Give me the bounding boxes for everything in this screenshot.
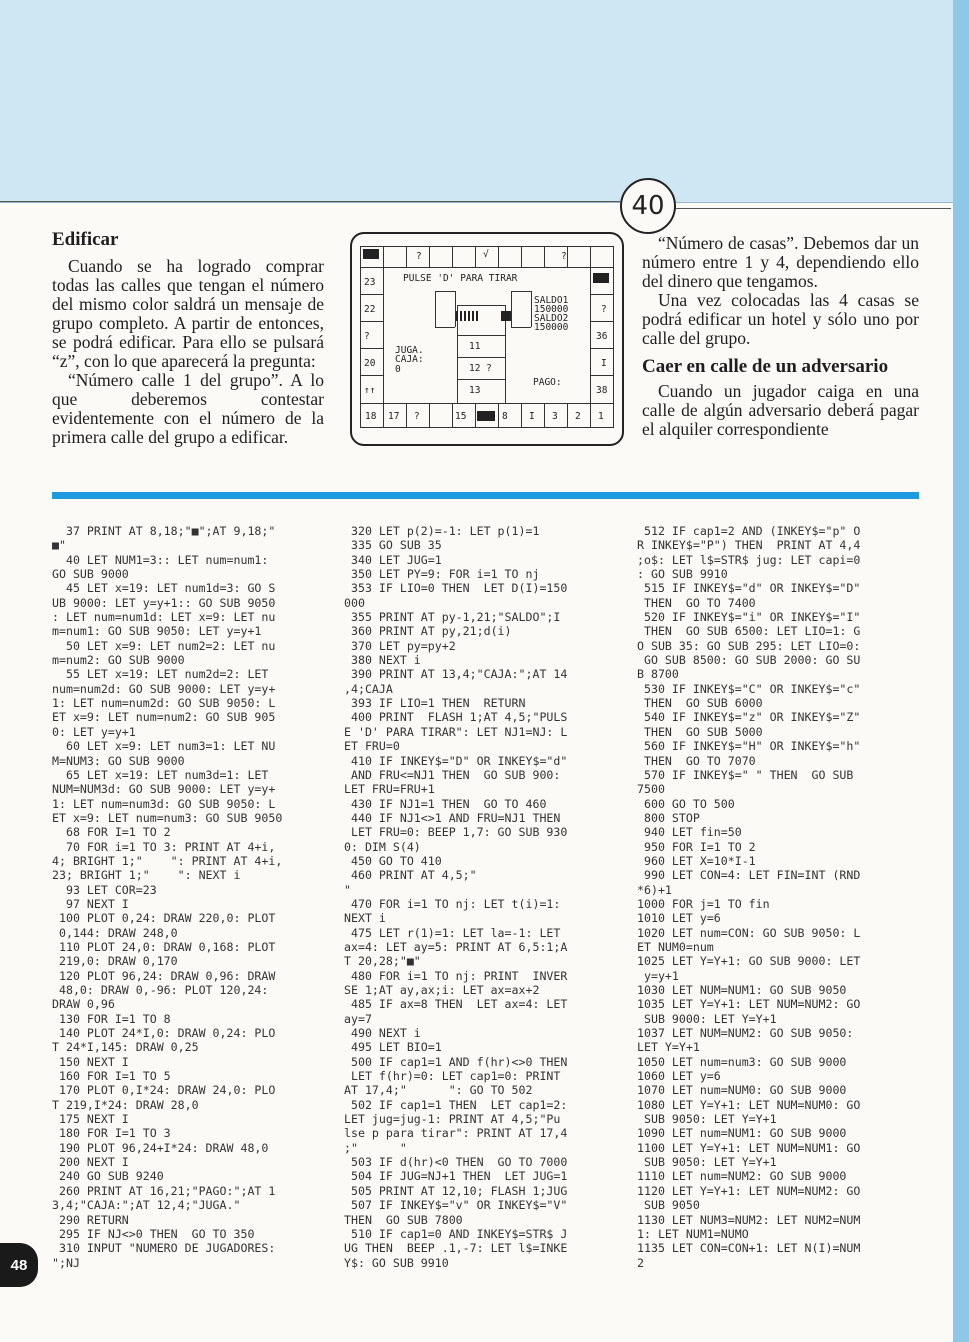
board-bottom-label: 15: [455, 411, 467, 422]
page-number: 48: [0, 1243, 38, 1287]
board-left-label: 22: [364, 304, 376, 315]
header-rule-left: [0, 201, 620, 202]
board-cell: 11: [469, 341, 481, 352]
code-listing-column-3: 512 IF cap1=2 AND (INKEY$="p" O R INKEY$="P") THEN PRINT AT 4,4 ;o$: LET l$=STR$ jug: LET capi=0 : GO SUB 9910 515 IF INKEY$="d" OR INKEY$="D" THEN GO TO 7400 520 IF INKEY$="i" OR INKEY$="I" THEN GO SUB 6500: LET LIO=1: G O SUB 35: GO SUB 295: LET LIO=0: GO SUB 8500: GO SUB 2000: GO SU B 8700 530 IF INKEY$="C" OR INKEY$="c" THEN GO SUB 6000 540 IF INKEY$="z" OR INKEY$="Z" THEN GO SUB 5000 560 IF INKEY$="H" OR INKEY$="h" THEN GO TO 7070 570 IF INKEY$=" " THEN GO SUB 7500 600 GO TO 500 800 STOP 940 LET fin=50 950 FOR I=1 TO 2 960 LET X=10*I-1 990 LET CON=4: LET FIN=INT (RND *6)+1 1000 FOR j=1 TO fin 1010 LET y=6 1020 LET num=CON: GO SUB 9050: L ET NUM0=num 1025 LET Y=Y+1: GO SUB 9000: LET y=y+1 1030 LET NUM=NUM1: GO SUB 9050 1035 LET Y=Y+1: LET NUM=NUM2: GO SUB 9000: LET Y=Y+1 1037 LET NUM=NUM2: GO SUB 9050: LET Y=Y+1 1050 LET num=num3: GO SUB 9000 1060 LET y=6 1070 LET num=NUM0: GO SUB 9000 1080 LET Y=Y+1: LET NUM=NUM0: GO SUB 9050: LET Y=Y+1 1090 LET num=NUM1: GO SUB 9000 1100 LET Y=Y+1: LET NUM=NUM1: GO SUB 9050: LET Y=Y+1 1110 LET num=NUM2: GO SUB 9000 1120 LET Y=Y+1: LET NUM=NUM2: GO SUB 9050 1130 LET NUM3=NUM2: LET NUM2=NUM 1: LET NUM1=NUMO 1135 LET CON=CON+1: LET N(I)=NUM 2: [637, 524, 861, 1270]
paragraph: “Número calle 1 del grupo”. A lo que deberemos contestar evidentemente con el número de la primera calle del grupo a edificar.: [52, 370, 324, 447]
paragraph: Una vez colocadas las 4 casas se podrá edificar un hotel y sólo uno por calle del grupo.: [642, 290, 919, 348]
board-cell: 13: [469, 385, 481, 396]
board-left-label: 20: [364, 358, 376, 369]
board-right-label: I: [601, 358, 607, 369]
board-bottom-label: 2: [575, 411, 581, 422]
board-right-label: ?: [601, 304, 607, 315]
board-bottom-label: 18: [365, 411, 377, 422]
board-top-mark: ?: [416, 251, 422, 262]
game-board: [360, 246, 614, 428]
saldo1-label: SALDO1: [534, 295, 569, 306]
left-text-column: [52, 230, 324, 447]
paragraph: Cuando un jugador caiga en una calle de algún adversario deberá pagar el alquiler correspondiente: [642, 381, 919, 439]
saldo1-value: 150000: [534, 304, 569, 315]
board-top-mark: √: [483, 249, 489, 260]
board-left-label: ?: [364, 331, 370, 342]
section-heading-adversario: Caer en calle de un adversario: [642, 356, 889, 377]
paragraph: “Número de casas”. Debemos dar un número entre 1 y 4, dependiendo ello del dinero que tengamos.: [642, 233, 919, 291]
section-heading-edificar: Edificar: [52, 229, 119, 250]
code-listing-column-1: 37 PRINT AT 8,18;"■";AT 9,18;" ■" 40 LET NUM1=3:: LET num=num1: GO SUB 9000 45 LET x=19: LET num1d=3: GO S UB 9000: LET y=y+1:: GO SUB 9050 : LET num=num1d: LET x=9: LET nu m=num1: GO SUB 9050: LET y=y+1 50 LET x=9: LET num2=2: LET nu m=num2: GO SUB 9000 55 LET x=19: LET num2d=2: LET num=num2d: GO SUB 9000: LET y=y+ 1: LET num=num2d: GO SUB 9050: L ET x=9: LET num=num2: GO SUB 905 0: LET y=y+1 60 LET x=9: LET num3=1: LET NU M=NUM3: GO SUB 9000 65 LET x=19: LET num3d=1: LET NUM=NUM3d: GO SUB 9000: LET y=y+ 1: LET num=num3d: GO SUB 9050: L ET x=9: LET num=num3: GO SUB 9050 68 FOR I=1 TO 2 70 FOR i=1 TO 3: PRINT AT 4+i, 4; BRIGHT 1;" ": PRINT AT 4+i, 23; BRIGHT 1;" ": NEXT i 93 LET COR=23 97 NEXT I 100 PLOT 0,24: DRAW 220,0: PLOT 0,144: DRAW 248,0 110 PLOT 24,0: DRAW 0,168: PLOT 219,0: DRAW 0,170 120 PLOT 96,24: DRAW 0,96: DRAW 48,0: DRAW 0,-96: PLOT 120,24: DRAW 0,96 130 FOR I=1 TO 8 140 PLOT 24*I,0: DRAW 0,24: PLO T 24*I,145: DRAW 0,25 150 NEXT I 160 FOR I=1 TO 5 170 PLOT 0,I*24: DRAW 24,0: PLO T 219,I*24: DRAW 28,0 175 NEXT I 180 FOR I=1 TO 3 190 PLOT 96,24+I*24: DRAW 48,0 200 NEXT I 240 GO SUB 9240 260 PRINT AT 16,21;"PAGO:";AT 1 3,4;"CAJA:";AT 12,4;"JUGA." 290 RETURN 295 IF NJ<>0 THEN GO TO 350 310 INPUT "NUMERO DE JUGADORES: ";NJ: [52, 524, 283, 1270]
board-left-label: ↑↑: [364, 385, 376, 396]
board-prompt: PULSE 'D' PARA TIRAR: [403, 273, 518, 284]
board-bottom-label: I: [529, 411, 535, 422]
juga-label: JUGA.: [395, 345, 424, 356]
board-bottom-label: ?: [414, 411, 420, 422]
saldo2-value: 150000: [534, 322, 569, 333]
section-divider: [52, 492, 919, 499]
board-bottom-label: 17: [388, 411, 400, 422]
board-bottom-label: 1: [598, 411, 604, 422]
board-right-label: 38: [596, 385, 608, 396]
caja-value: 0: [395, 364, 401, 375]
board-bottom-label: 8: [502, 411, 508, 422]
board-right-label: 36: [596, 331, 608, 342]
paragraph: Cuando se ha logrado comprar todas las calles que tengan el número del mismo color saldrá un mensaje de grupo completo. A partir de entonces, se podrá edificar. Para ello se pulsará “z”, con lo que aparecerá la pregunta:: [52, 256, 324, 371]
saldo2-label: SALDO2: [534, 313, 569, 324]
game-screen-illustration: [350, 232, 624, 446]
top-color-band: [0, 0, 969, 203]
board-cell: 12 ?: [469, 363, 492, 374]
pago-label: PAGO:: [533, 377, 562, 388]
caja-label: CAJA:: [395, 354, 424, 365]
board-bottom-label: 3: [552, 411, 558, 422]
right-text-column: [642, 234, 919, 439]
chapter-badge: 40: [620, 178, 676, 234]
code-listing-column-2: 320 LET p(2)=-1: LET p(1)=1 335 GO SUB 35 340 LET JUG=1 350 LET PY=9: FOR i=1 TO nj 353 IF LIO=0 THEN LET D(I)=150 000 355 PRINT AT py-1,21;"SALDO";I 360 PRINT AT py,21;d(i) 370 LET py=py+2 380 NEXT i 390 PRINT AT 13,4;"CAJA:";AT 14 ,4;CAJA 393 IF LIO=1 THEN RETURN 400 PRINT FLASH 1;AT 4,5;"PULS E 'D' PARA TIRAR": LET NJ1=NJ: L ET FRU=0 410 IF INKEY$="D" OR INKEY$="d" AND FRU<=NJ1 THEN GO SUB 900: LET FRU=FRU+1 430 IF NJ1=1 THEN GO TO 460 440 IF NJ1<>1 AND FRU=NJ1 THEN LET FRU=0: BEEP 1,7: GO SUB 930 0: DIM S(4) 450 GO TO 410 460 PRINT AT 4,5;" " 470 FOR i=1 TO nj: LET t(i)=1: NEXT i 475 LET r(1)=1: LET la=-1: LET ax=4: LET ay=5: PRINT AT 6,5:1;A T 20,28;"■" 480 FOR i=1 TO nj: PRINT INVER SE 1;AT ay,ax;i: LET ax=ax+2 485 IF ax=8 THEN LET ax=4: LET ay=7 490 NEXT i 495 LET BIO=1 500 IF cap1=1 AND f(hr)<>0 THEN LET f(hr)=0: LET cap1=0: PRINT AT 17,4;" ": GO TO 502 502 IF cap1=1 THEN LET cap1=2: LET jug=jug-1: PRINT AT 4,5;"Pu lse p para tirar": PRINT AT 17,4 ;" " 503 IF d(hr)<0 THEN GO TO 7000 504 IF JUG=NJ+1 THEN LET JUG=1 505 PRINT AT 12,10; FLASH 1;JUG 507 IF INKEY$="v" OR INKEY$="V" THEN GO SUB 7800 510 IF cap1=0 AND INKEY$=STR$ J UG THEN BEEP .1,-7: LET l$=INKE Y$: GO SUB 9910: [344, 524, 568, 1270]
page-edge-strip: [953, 0, 969, 1342]
board-top-mark: ?: [561, 251, 567, 262]
board-left-label: 23: [364, 277, 376, 288]
header-rule-right: [676, 208, 951, 209]
